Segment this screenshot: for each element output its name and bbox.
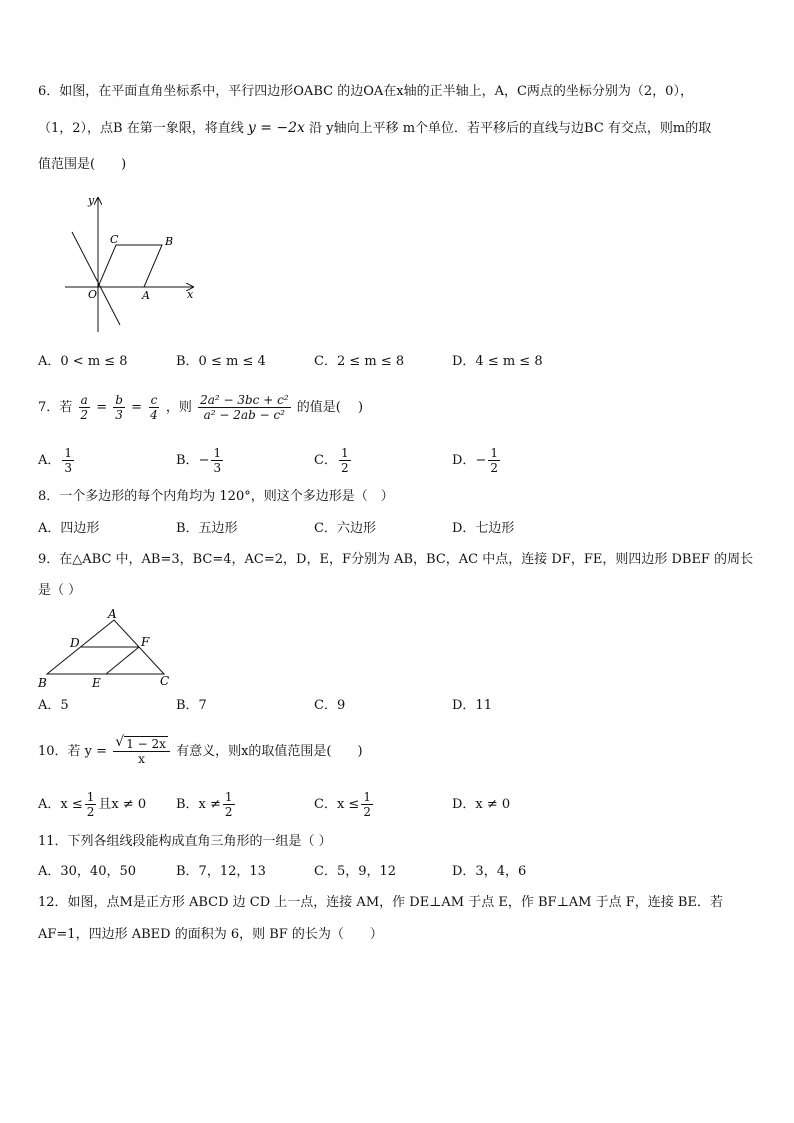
q10-option-b[interactable]: B．x ≠ $\frac{1}{2}$ [176,790,233,819]
point-d-label: D [70,636,80,650]
q10-prefix: 10．若 y = [38,744,108,759]
q6-stem-text-b: 沿 y轴向上平移 m个单位．若平移后的直线与边BC 有交点，则m的取 [309,121,712,136]
q7-suffix: 的值是( ) [296,400,364,415]
q7-equals-1: = [96,400,108,415]
q9-option-d[interactable]: D．11 [452,698,492,713]
q6-option-b[interactable]: B．0 ≤ m ≤ 4 [176,354,266,369]
q9-option-c[interactable]: C．9 [314,698,346,713]
q8-option-a[interactable]: A．四边形 [38,521,100,536]
q6-stem-line3: 值范围是( ) [38,157,127,172]
q6-stem-line1: 6．如图，在平面直角坐标系中，平行四边形OABC 的边OA在x轴的正半轴上，A，C两点的坐标分别为（2，0）， [38,84,693,99]
point-a-label: A [142,289,150,302]
q9-stem-line2: 是（ ） [38,583,82,598]
q6-option-c[interactable]: C．2 ≤ m ≤ 8 [314,354,405,369]
q10-suffix: 有意义，则x的取值范围是( ) [176,744,363,759]
point-o-label: O [88,288,98,301]
q6-equation: y = −2x [247,120,305,136]
q6-option-d[interactable]: D．4 ≤ m ≤ 8 [452,354,543,369]
q12-stem-line2: AF=1，四边形 ABED 的面积为 6，则 BF 的长为（ ） [38,927,383,942]
y-axis-label: y [88,194,95,207]
q11-stem: 11．下列各组线段能构成直角三角形的一组是（ ） [38,834,332,849]
q6-stem-line2 [38,118,711,139]
q10-option-d[interactable]: D．x ≠ 0 [452,797,511,812]
q8-stem: 8．一个多边形的每个内角均为 120°，则这个多边形是（ ） [38,489,394,504]
q6-coordinate-figure [60,192,200,337]
point-f-label: F [141,635,150,649]
q8-option-c[interactable]: C．六边形 [314,521,376,536]
point-b-label: B [38,676,47,690]
q7-stem [38,388,363,428]
q11-option-b[interactable]: B．7，12，13 [176,864,266,879]
q7-option-d[interactable]: D．− $\frac{1}{2}$ [452,446,498,475]
q10-radical-fraction: √ 1 − 2x x [113,737,170,766]
q10-option-c[interactable]: C．x ≤ $\frac{1}{2}$ [314,790,371,819]
q7-fraction-b3: $\frac{b}{3}$ [115,393,123,422]
parallelogram-oabc [98,245,162,287]
q7-big-fraction: $\frac{\text{2a² − 3bc + c²}}{\text{a² − 2ab − c²}}$ [200,393,289,422]
x-axis-label: x [187,288,194,301]
point-a-label: A [108,607,117,621]
q10-stem [38,730,363,774]
q7-option-a[interactable]: A． $\frac{1}{3}$ [38,446,73,475]
q7-fraction-a2: $\frac{a}{2}$ [80,393,89,422]
q9-stem-line1: 9．在△ABC 中，AB=3，BC=4，AC=2，D，E，F分别为 AB，BC，AC 中点，连接 DF，FE，则四边形 DBEF 的周长 [38,552,754,567]
q6-stem-text-a: （1，2），点B 在第一象限，将直线 [38,121,244,136]
q8-option-d[interactable]: D．七边形 [452,521,515,536]
point-c-label: C [160,674,170,688]
q9-triangle-figure [34,604,184,692]
q9-option-a[interactable]: A．5 [38,698,69,713]
q7-prefix: 7．若 [38,400,73,415]
point-e-label: E [92,676,101,690]
q11-option-d[interactable]: D．3，4，6 [452,864,527,879]
q7-option-b[interactable]: B．− $\frac{1}{3}$ [176,446,222,475]
point-b-label: B [165,235,174,248]
q7-option-c[interactable]: C． $\frac{1}{2}$ [314,446,349,475]
q7-fraction-c4: $\frac{c}{4}$ [150,393,158,422]
q11-option-a[interactable]: A．30，40，50 [38,864,137,879]
point-c-label: C [110,233,119,246]
q10-option-a[interactable]: A．x ≤ $\frac{1}{2}$ 且x ≠ 0 [38,790,147,819]
q7-mid: ，则 [165,400,192,415]
segment-fe [106,647,139,674]
q8-option-b[interactable]: B．五边形 [176,521,238,536]
q9-option-b[interactable]: B．7 [176,698,207,713]
q6-option-a[interactable]: A．0 < m ≤ 8 [38,354,128,369]
q11-option-c[interactable]: C．5，9，12 [314,864,397,879]
q7-equals-2: = [131,400,142,415]
q12-stem-line1: 12．如图，点M是正方形 ABCD 边 CD 上一点，连接 AM，作 DE⊥AM 于点 E，作 BF⊥AM 于点 F，连接 BE．若 [38,895,723,910]
